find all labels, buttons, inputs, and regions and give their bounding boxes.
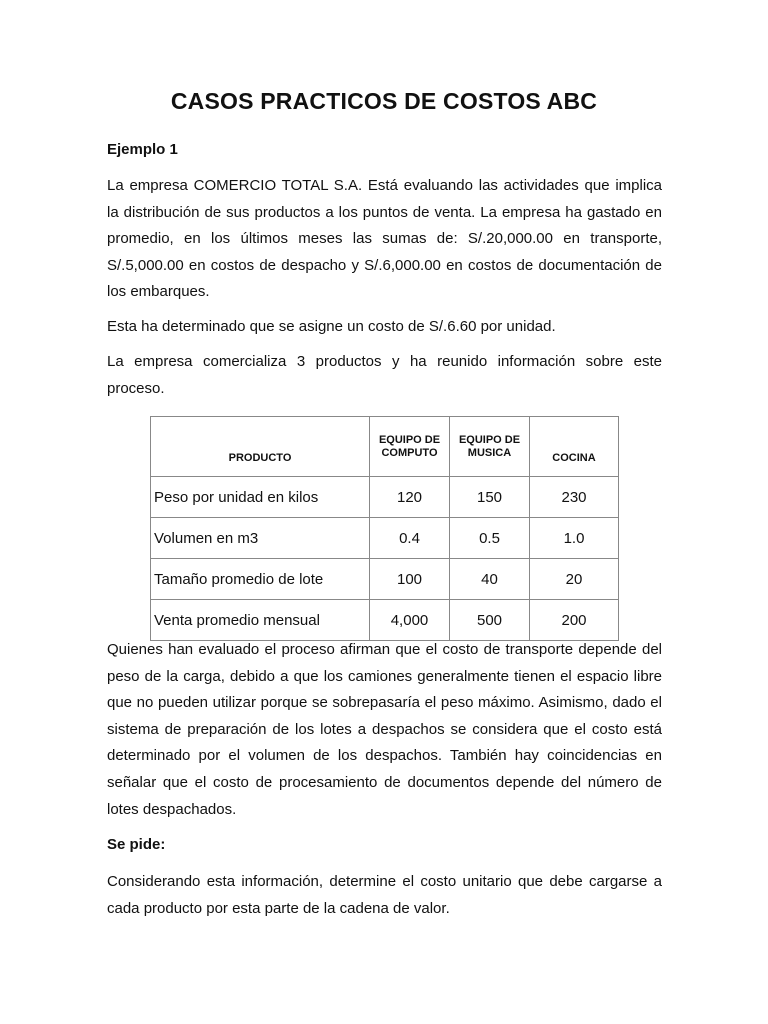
cell-cocina: 200 <box>530 600 619 641</box>
intro-line: promedio, en los últimos meses las sumas de: S/.20,000.00 en transporte, <box>107 230 662 248</box>
analysis-line: determinado por el volumen de los despachos. También hay coincidencias en <box>107 747 662 765</box>
task-paragraph <box>107 869 662 922</box>
cost-line: Esta ha determinado que se asigne un costo de S/.6.60 por unidad. <box>107 318 556 335</box>
header-equipo-musica <box>450 417 530 477</box>
table-row <box>151 600 619 641</box>
analysis-line: que no pueden utilizar porque se sobrepasaría el peso máximo. Asimismo, dado el <box>107 694 662 712</box>
header-text: COMPUTO <box>381 446 438 459</box>
task-heading: Se pide: <box>107 836 166 853</box>
cell-computo: 0.4 <box>370 518 450 559</box>
header-text: MUSICA <box>467 446 512 459</box>
cell-cocina: 230 <box>530 477 619 518</box>
row-label: Peso por unidad en kilos <box>151 477 370 518</box>
cell-cocina: 1.0 <box>530 518 619 559</box>
header-text: EQUIPO DE <box>378 433 441 446</box>
intro-line: los embarques. <box>107 283 210 301</box>
cell-musica: 500 <box>450 600 530 641</box>
cell-musica: 0.5 <box>450 518 530 559</box>
analysis-line: Quienes han evaluado el proceso afirman que el costo de transporte depende del <box>107 641 662 658</box>
products-paragraph <box>107 349 662 402</box>
analysis-line: lotes despachados. <box>107 800 237 818</box>
products-line: proceso. <box>107 379 165 397</box>
cell-computo: 120 <box>370 477 450 518</box>
cell-musica: 40 <box>450 559 530 600</box>
row-label: Venta promedio mensual <box>151 600 370 641</box>
header-producto: PRODUCTO <box>151 417 370 477</box>
task-line: Considerando esta información, determine el costo unitario que debe cargarse a <box>107 873 662 890</box>
product-data-table <box>150 416 619 641</box>
task-line: cada producto por esta parte de la cadena de valor. <box>107 899 450 917</box>
row-label: Tamaño promedio de lote <box>151 559 370 600</box>
cost-paragraph <box>107 314 662 341</box>
intro-line: La empresa COMERCIO TOTAL S.A. Está evaluando las actividades que implica <box>107 177 662 194</box>
intro-line: la distribución de sus productos a los puntos de venta. La empresa ha gastado en <box>107 203 662 221</box>
cell-musica: 150 <box>450 477 530 518</box>
cell-computo: 4,000 <box>370 600 450 641</box>
header-text: EQUIPO DE <box>458 433 521 446</box>
table-header-row <box>151 417 619 477</box>
table-row <box>151 518 619 559</box>
analysis-line: peso de la carga, debido a que los camiones generalmente tienen el espacio libre <box>107 667 662 685</box>
analysis-paragraph <box>107 637 662 823</box>
cell-cocina: 20 <box>530 559 619 600</box>
cell-computo: 100 <box>370 559 450 600</box>
table-row <box>151 559 619 600</box>
analysis-line: señalar que el costo de procesamiento de documentos depende del número de <box>107 773 662 791</box>
intro-line: S/.5,000.00 en costos de despacho y S/.6,000.00 en costos de documentación de <box>107 256 662 274</box>
intro-paragraph <box>107 173 662 306</box>
row-label: Volumen en m3 <box>151 518 370 559</box>
products-line: La empresa comercializa 3 productos y ha reunido información sobre este <box>107 353 662 370</box>
example-heading: Ejemplo 1 <box>107 141 178 158</box>
table-row <box>151 477 619 518</box>
analysis-line: sistema de preparación de los lotes a despachos se considera que el costo está <box>107 720 662 738</box>
header-equipo-computo <box>370 417 450 477</box>
document-title: CASOS PRACTICOS DE COSTOS ABC <box>170 88 598 114</box>
header-cocina: COCINA <box>530 417 619 477</box>
